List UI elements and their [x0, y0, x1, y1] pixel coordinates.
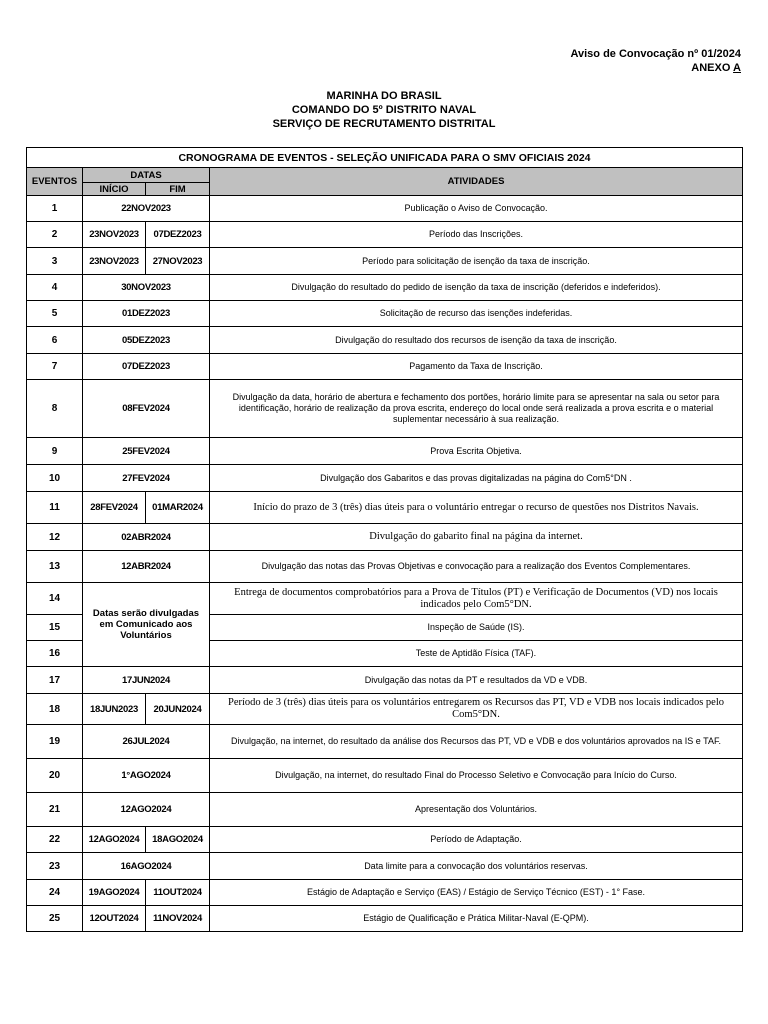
event-date: 30NOV2023 — [83, 275, 210, 301]
table-row — [27, 301, 743, 327]
end-date: 18AGO2024 — [146, 827, 210, 853]
event-date: 08FEV2024 — [83, 380, 210, 438]
event-number: 17 — [27, 667, 83, 694]
event-number: 9 — [27, 438, 83, 465]
event-date: 27FEV2024 — [83, 465, 210, 492]
activity-description: Divulgação das notas das Provas Objetivas e convocação para a realização dos Eventos Complementares. — [210, 551, 743, 583]
activity-description: Período das Inscrições. — [210, 222, 743, 248]
header-eventos: EVENTOS — [27, 168, 83, 196]
activity-description: Início do prazo de 3 (três) dias úteis para o voluntário entregar o recurso de questões nos Distritos Navais. — [210, 492, 743, 524]
table-row — [27, 551, 743, 583]
activity-description: Teste de Aptidão Física (TAF). — [210, 641, 743, 667]
event-number: 16 — [27, 641, 83, 667]
activity-description: Divulgação da data, horário de abertura e fechamento dos portões, horário limite para se apresentar na sala ou setor para identificação, horário de realização da prova escrita, endereço do local onde será realizada a prova escrita e o material suplementar necessário à sua realização. — [210, 380, 743, 438]
activity-description: Divulgação do resultado do pedido de isenção da taxa de inscrição (deferidos e indeferidos). — [210, 275, 743, 301]
activity-description: Período de 3 (três) dias úteis para os voluntários entregarem os Recursos das PT, VD e VDB nos locais indicados pelo Com5°DN. — [210, 694, 743, 725]
end-date: 27NOV2023 — [146, 248, 210, 275]
table-row — [27, 380, 743, 438]
event-date: 26JUL2024 — [83, 725, 210, 759]
table-row — [27, 327, 743, 354]
annex-letter: A — [733, 62, 741, 74]
schedule-rows — [27, 196, 743, 932]
activity-description: Divulgação dos Gabaritos e das provas digitalizadas na página do Com5°DN . — [210, 465, 743, 492]
activity-description: Prova Escrita Objetiva. — [210, 438, 743, 465]
schedule-table — [26, 147, 743, 932]
activity-description: Apresentação dos Voluntários. — [210, 793, 743, 827]
activity-description: Estágio de Adaptação e Serviço (EAS) / Estágio de Serviço Técnico (EST) - 1° Fase. — [210, 880, 743, 906]
activity-description: Divulgação do gabarito final na página da internet. — [210, 524, 743, 551]
activity-description: Divulgação, na internet, do resultado da análise dos Recursos das PT, VD e VDB e dos voluntários aprovados na IS e TAF. — [210, 725, 743, 759]
event-date: 02ABR2024 — [83, 524, 210, 551]
start-date: 23NOV2023 — [83, 222, 146, 248]
table-row — [27, 275, 743, 301]
activity-description: Divulgação, na internet, do resultado Final do Processo Seletivo e Convocação para Início do Curso. — [210, 759, 743, 793]
start-date: 28FEV2024 — [83, 492, 146, 524]
event-date: 07DEZ2023 — [83, 354, 210, 380]
activity-description: Data limite para a convocação dos voluntários reservas. — [210, 853, 743, 880]
activity-description: Inspeção de Saúde (IS). — [210, 615, 743, 641]
table-row — [27, 853, 743, 880]
notice-title: Aviso de Convocação nº 01/2024 — [570, 48, 741, 60]
header-inicio: INÍCIO — [83, 183, 146, 196]
event-date: 25FEV2024 — [83, 438, 210, 465]
annex-prefix: ANEXO — [691, 62, 731, 74]
end-date: 01MAR2024 — [146, 492, 210, 524]
activity-description: Pagamento da Taxa de Inscrição. — [210, 354, 743, 380]
event-number: 24 — [27, 880, 83, 906]
activity-description: Publicação o Aviso de Convocação. — [210, 196, 743, 222]
event-date: 1°AGO2024 — [83, 759, 210, 793]
event-number: 1 — [27, 196, 83, 222]
activity-description: Entrega de documentos comprobatórios para a Prova de Títulos (PT) e Verificação de Documentos (VD) nos locais indicados pelo Com5°DN. — [210, 583, 743, 615]
event-number: 11 — [27, 492, 83, 524]
event-date: 05DEZ2023 — [83, 327, 210, 354]
table-row — [27, 248, 743, 275]
org-line-1: MARINHA DO BRASIL — [326, 90, 442, 102]
org-line-3: SERVIÇO DE RECRUTAMENTO DISTRITAL — [272, 118, 496, 130]
table-row — [27, 880, 743, 906]
activity-description: Solicitação de recurso das isenções indeferidas. — [210, 301, 743, 327]
event-date: 01DEZ2023 — [83, 301, 210, 327]
table-row — [27, 465, 743, 492]
table-row — [27, 438, 743, 465]
event-date: 12ABR2024 — [83, 551, 210, 583]
event-number: 19 — [27, 725, 83, 759]
end-date: 20JUN2024 — [146, 694, 210, 725]
dates-to-be-announced-note: Datas serão divulgadas em Comunicado aos Voluntários — [83, 583, 210, 667]
activity-description: Divulgação das notas da PT e resultados da VD e VDB. — [210, 667, 743, 694]
table-row — [27, 524, 743, 551]
event-date: 16AGO2024 — [83, 853, 210, 880]
table-row — [27, 906, 743, 932]
table-row — [27, 793, 743, 827]
event-number: 20 — [27, 759, 83, 793]
end-date: 11NOV2024 — [146, 906, 210, 932]
table-row — [27, 492, 743, 524]
table-row — [27, 725, 743, 759]
table-row — [27, 196, 743, 222]
event-date: 17JUN2024 — [83, 667, 210, 694]
event-number: 8 — [27, 380, 83, 438]
start-date: 12AGO2024 — [83, 827, 146, 853]
start-date: 23NOV2023 — [83, 248, 146, 275]
event-number: 13 — [27, 551, 83, 583]
event-number: 18 — [27, 694, 83, 725]
event-number: 4 — [27, 275, 83, 301]
start-date: 19AGO2024 — [83, 880, 146, 906]
start-date: 18JUN2023 — [83, 694, 146, 725]
notice-header — [570, 47, 741, 75]
activity-description: Período para solicitação de isenção da taxa de inscrição. — [210, 248, 743, 275]
end-date: 07DEZ2023 — [146, 222, 210, 248]
table-row — [27, 354, 743, 380]
event-number: 23 — [27, 853, 83, 880]
event-number: 22 — [27, 827, 83, 853]
activity-description: Período de Adaptação. — [210, 827, 743, 853]
event-date: 12AGO2024 — [83, 793, 210, 827]
event-number: 25 — [27, 906, 83, 932]
table-row — [27, 222, 743, 248]
event-number: 7 — [27, 354, 83, 380]
table-row — [27, 694, 743, 725]
end-date: 11OUT2024 — [146, 880, 210, 906]
activity-description: Estágio de Qualificação e Prática Militar-Naval (E-QPM). — [210, 906, 743, 932]
header-fim: FIM — [146, 183, 210, 196]
activity-description: Divulgação do resultado dos recursos de isenção da taxa de inscrição. — [210, 327, 743, 354]
org-line-2: COMANDO DO 5º DISTRITO NAVAL — [291, 104, 477, 116]
event-number: 2 — [27, 222, 83, 248]
event-number: 3 — [27, 248, 83, 275]
event-number: 5 — [27, 301, 83, 327]
table-row — [27, 827, 743, 853]
event-number: 14 — [27, 583, 83, 615]
event-number: 21 — [27, 793, 83, 827]
event-number: 12 — [27, 524, 83, 551]
table-row — [27, 583, 743, 615]
table-row — [27, 667, 743, 694]
event-date: 22NOV2023 — [83, 196, 210, 222]
header-datas: DATAS — [83, 168, 210, 183]
event-number: 10 — [27, 465, 83, 492]
event-number: 15 — [27, 615, 83, 641]
header-atividades: ATIVIDADES — [210, 168, 743, 196]
event-number: 6 — [27, 327, 83, 354]
table-row — [27, 759, 743, 793]
table-title: CRONOGRAMA DE EVENTOS - SELEÇÃO UNIFICADA PARA O SMV OFICIAIS 2024 — [27, 148, 743, 168]
start-date: 12OUT2024 — [83, 906, 146, 932]
annex-label — [570, 61, 741, 75]
organization-header — [0, 89, 768, 131]
